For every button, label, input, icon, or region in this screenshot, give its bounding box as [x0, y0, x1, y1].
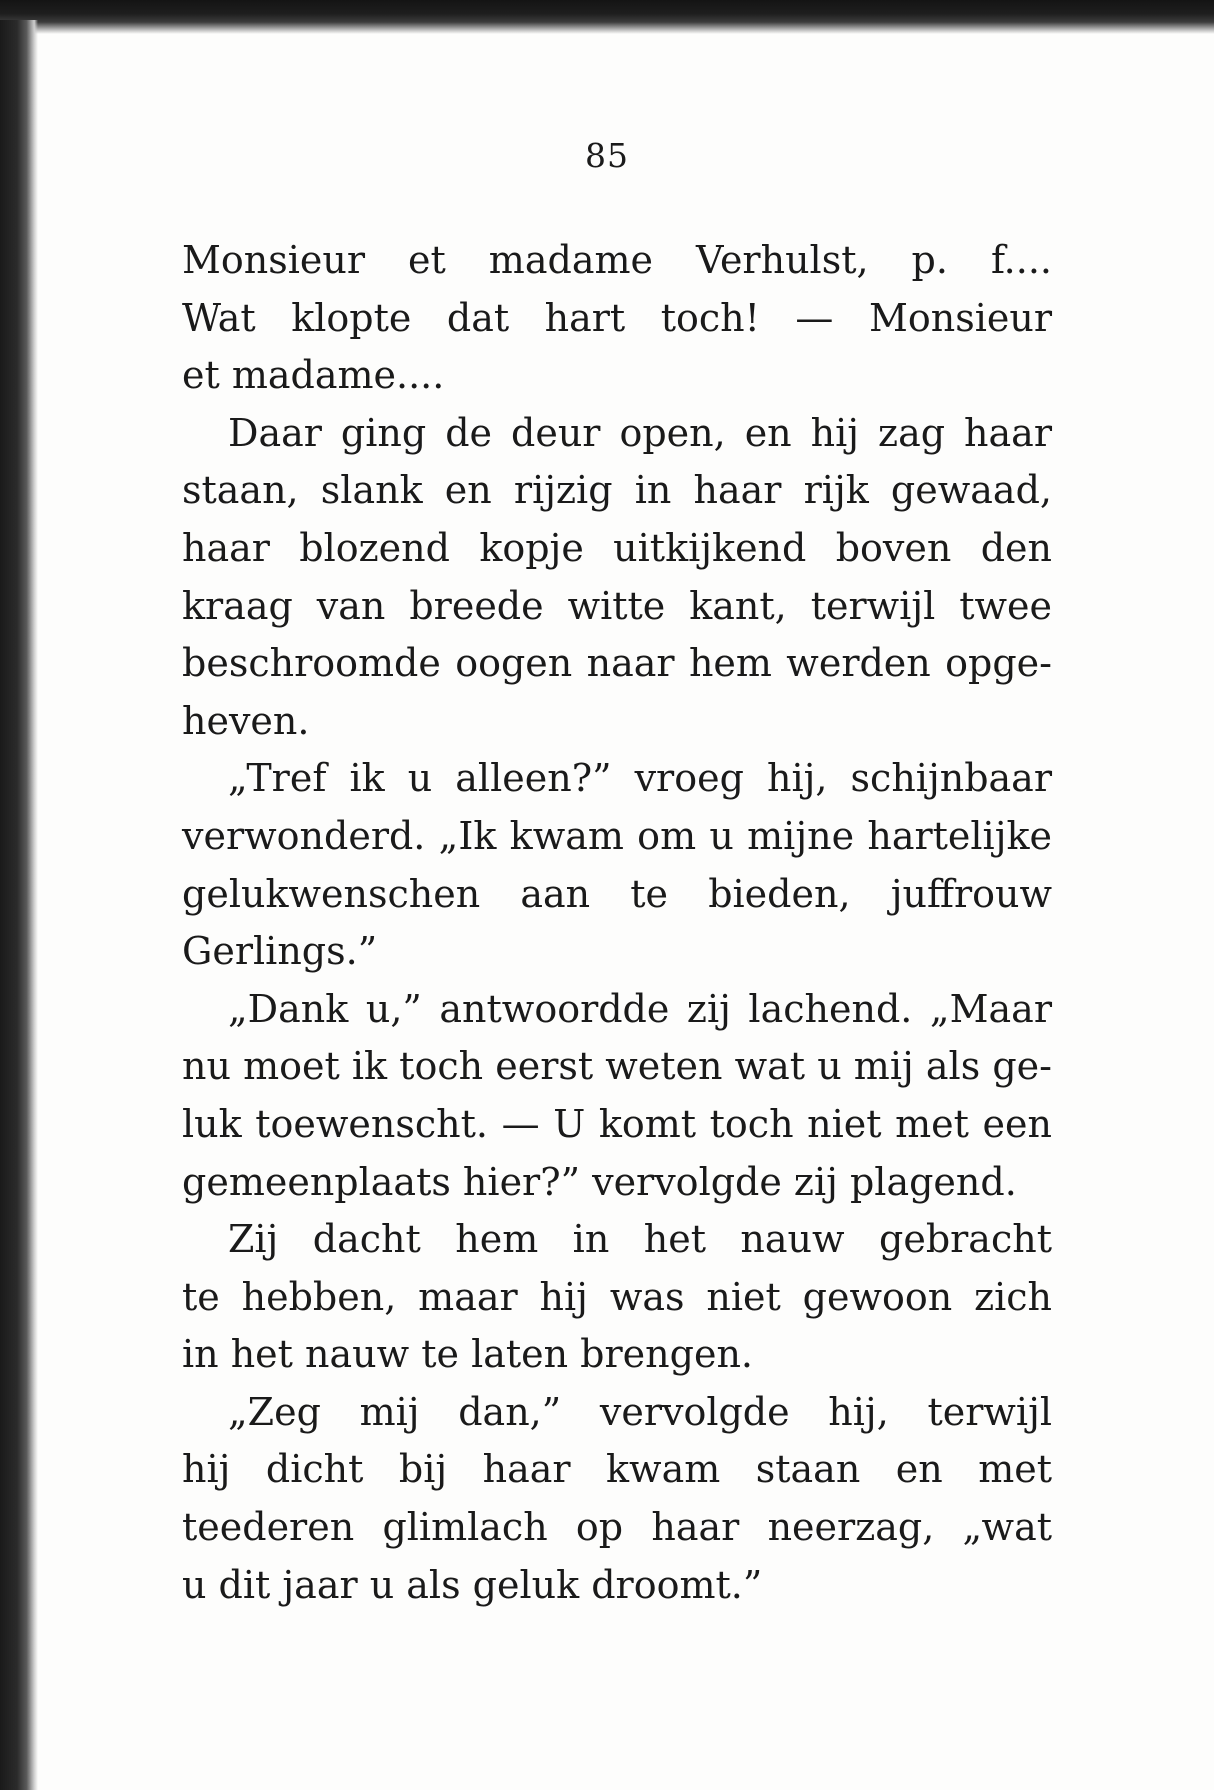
- text-line: staan, slank en rijzig in haar rijk gewaad,: [182, 468, 1052, 513]
- text-line: „Dank u,” antwoordde zij lachend. „Maar: [228, 986, 1052, 1031]
- text-line: hij dicht bij haar kwam staan en met: [182, 1447, 1052, 1492]
- text-line: luk toewenscht. — U komt toch niet met een: [182, 1101, 1052, 1146]
- text-line: haar blozend kopje uitkijkend boven den: [182, 525, 1052, 570]
- text-line: kraag van breede witte kant, terwijl twee: [182, 583, 1052, 628]
- text-line: nu moet ik toch eerst weten wat u mij als ge-: [182, 1044, 1052, 1089]
- text-line: Zij dacht hem in het nauw gebracht: [228, 1217, 1052, 1262]
- book-binding-edge: [0, 20, 38, 1790]
- text-line: verwonderd. „Ik kwam om u mijne hartelijke: [182, 813, 1052, 858]
- body-text: [182, 232, 1052, 1614]
- text-line: in het nauw te laten brengen.: [182, 1332, 754, 1377]
- text-line: Wat klopte dat hart toch! — Monsieur: [182, 295, 1052, 340]
- text-line: teederen glimlach op haar neerzag, „wat: [182, 1505, 1052, 1550]
- text-line: Gerlings.”: [182, 929, 378, 974]
- text-line: te hebben, maar hij was niet gewoon zich: [182, 1274, 1052, 1319]
- text-line: u dit jaar u als geluk droomt.”: [182, 1562, 763, 1607]
- text-line: gelukwenschen aan te bieden, juffrouw: [182, 871, 1052, 916]
- text-line: et madame....: [182, 353, 445, 398]
- text-line: heven.: [182, 698, 310, 743]
- text-line: „Zeg mij dan,” vervolgde hij, terwijl: [228, 1389, 1052, 1434]
- text-line: Monsieur et madame Verhulst, p. f....: [182, 238, 1052, 282]
- text-line: gemeenplaats hier?” vervolgde zij plagend.: [182, 1159, 1017, 1204]
- scan-top-border: [0, 0, 1214, 34]
- text-line: beschroomde oogen naar hem werden opge-: [182, 641, 1052, 686]
- page-number: 85: [585, 136, 629, 175]
- text-line: „Tref ik u alleen?” vroeg hij, schijnbaar: [228, 756, 1052, 801]
- text-line: Daar ging de deur open, en hij zag haar: [228, 410, 1052, 455]
